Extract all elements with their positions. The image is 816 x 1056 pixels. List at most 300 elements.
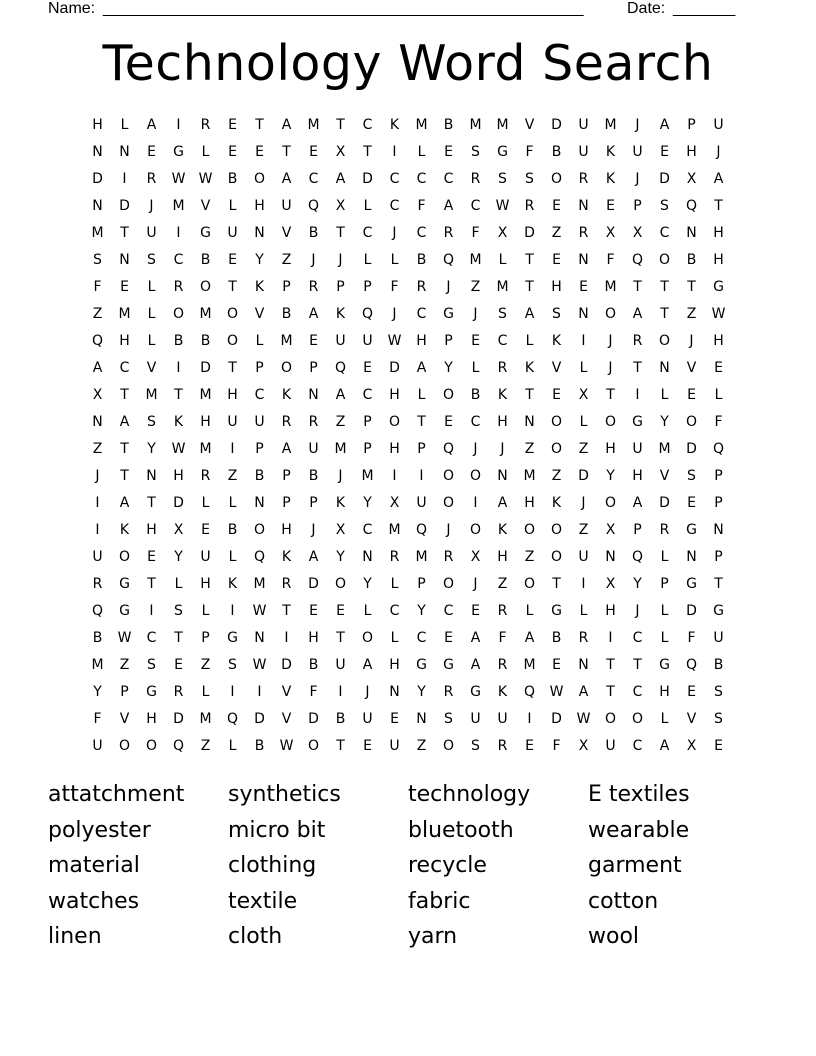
grid-letter[interactable]: O xyxy=(658,252,671,268)
grid-letter[interactable]: E xyxy=(687,684,696,700)
grid-letter[interactable]: A xyxy=(281,171,292,187)
grid-letter[interactable]: V xyxy=(551,360,562,376)
grid-letter[interactable]: U xyxy=(470,711,481,727)
grid-letter[interactable]: M xyxy=(415,117,428,133)
grid-letter[interactable]: D xyxy=(659,495,670,511)
grid-letter[interactable]: G xyxy=(119,576,130,592)
grid-letter[interactable]: K xyxy=(254,279,265,295)
grid-letter[interactable]: L xyxy=(255,333,264,349)
grid-letter[interactable]: Q xyxy=(523,684,536,700)
grid-letter[interactable]: R xyxy=(389,549,400,565)
grid-letter[interactable]: K xyxy=(524,360,535,376)
grid-letter[interactable]: O xyxy=(172,306,185,322)
grid-letter[interactable]: A xyxy=(416,360,427,376)
grid-letter[interactable]: N xyxy=(254,630,265,646)
grid-letter[interactable]: L xyxy=(660,630,669,646)
grid-letter[interactable]: E xyxy=(120,279,129,295)
grid-letter[interactable]: H xyxy=(659,684,670,700)
grid-letter[interactable]: N xyxy=(119,144,130,160)
grid-letter[interactable]: J xyxy=(338,252,343,268)
grid-letter[interactable]: R xyxy=(281,414,292,430)
grid-letter[interactable]: O xyxy=(523,576,536,592)
grid-letter[interactable]: K xyxy=(335,495,346,511)
grid-letter[interactable]: O xyxy=(550,171,563,187)
grid-letter[interactable]: V xyxy=(119,711,130,727)
grid-letter[interactable]: E xyxy=(444,144,453,160)
grid-letter[interactable]: H xyxy=(551,279,562,295)
grid-letter[interactable]: S xyxy=(147,657,156,673)
grid-letter[interactable]: M xyxy=(199,441,212,457)
grid-letter[interactable]: J xyxy=(716,144,721,160)
grid-letter[interactable]: E xyxy=(309,333,318,349)
grid-letter[interactable]: I xyxy=(230,603,235,619)
grid-letter[interactable]: O xyxy=(604,414,617,430)
grid-letter[interactable]: H xyxy=(92,117,103,133)
grid-letter[interactable]: U xyxy=(281,198,292,214)
grid-letter[interactable]: E xyxy=(714,738,723,754)
grid-letter[interactable]: N xyxy=(713,522,724,538)
grid-letter[interactable]: N xyxy=(578,198,589,214)
grid-letter[interactable]: L xyxy=(174,576,183,592)
grid-letter[interactable]: D xyxy=(686,603,697,619)
grid-letter[interactable]: I xyxy=(230,441,235,457)
grid-letter[interactable]: E xyxy=(579,279,588,295)
grid-letter[interactable]: S xyxy=(525,171,534,187)
grid-letter[interactable]: W xyxy=(198,171,213,187)
grid-letter[interactable]: V xyxy=(281,225,292,241)
grid-letter[interactable]: H xyxy=(119,333,130,349)
grid-letter[interactable]: U xyxy=(713,117,724,133)
grid-letter[interactable]: U xyxy=(92,549,103,565)
grid-letter[interactable]: M xyxy=(388,522,401,538)
grid-letter[interactable]: E xyxy=(471,333,480,349)
grid-letter[interactable]: W xyxy=(279,738,294,754)
grid-letter[interactable]: L xyxy=(498,252,507,268)
grid-letter[interactable]: P xyxy=(714,495,723,511)
grid-letter[interactable]: O xyxy=(199,279,212,295)
grid-letter[interactable]: L xyxy=(228,738,237,754)
grid-letter[interactable]: I xyxy=(176,360,181,376)
grid-letter[interactable]: A xyxy=(362,657,373,673)
grid-letter[interactable]: J xyxy=(392,306,397,322)
grid-letter[interactable]: B xyxy=(227,522,238,538)
grid-letter[interactable]: N xyxy=(686,549,697,565)
grid-letter[interactable]: P xyxy=(687,117,696,133)
grid-letter[interactable]: A xyxy=(335,387,346,403)
grid-letter[interactable]: X xyxy=(605,225,616,241)
grid-letter[interactable]: L xyxy=(147,306,156,322)
grid-letter[interactable]: K xyxy=(605,171,616,187)
grid-letter[interactable]: T xyxy=(120,468,129,484)
grid-letter[interactable]: R xyxy=(173,279,184,295)
grid-letter[interactable]: H xyxy=(389,387,400,403)
grid-letter[interactable]: J xyxy=(500,441,505,457)
grid-letter[interactable]: E xyxy=(309,603,318,619)
grid-letter[interactable]: N xyxy=(524,414,535,430)
grid-letter[interactable]: T xyxy=(606,684,615,700)
grid-letter[interactable]: C xyxy=(632,684,643,700)
grid-letter[interactable]: S xyxy=(228,657,237,673)
grid-letter[interactable]: I xyxy=(176,225,181,241)
grid-letter[interactable]: C xyxy=(470,414,481,430)
grid-letter[interactable]: Y xyxy=(417,684,426,700)
grid-letter[interactable]: P xyxy=(660,576,669,592)
grid-letter[interactable]: R xyxy=(578,171,589,187)
grid-letter[interactable]: E xyxy=(444,414,453,430)
grid-letter[interactable]: B xyxy=(254,738,265,754)
grid-letter[interactable]: C xyxy=(416,171,427,187)
grid-letter[interactable]: Y xyxy=(336,549,345,565)
grid-letter[interactable]: A xyxy=(578,684,589,700)
grid-letter[interactable]: O xyxy=(253,522,266,538)
grid-letter[interactable]: I xyxy=(608,630,613,646)
grid-letter[interactable]: R xyxy=(308,414,319,430)
grid-letter[interactable]: O xyxy=(658,333,671,349)
grid-letter[interactable]: O xyxy=(442,576,455,592)
grid-letter[interactable]: R xyxy=(497,603,508,619)
grid-letter[interactable]: H xyxy=(713,225,724,241)
grid-letter[interactable]: Z xyxy=(416,738,427,754)
grid-letter[interactable]: J xyxy=(446,279,451,295)
grid-letter[interactable]: H xyxy=(173,468,184,484)
grid-letter[interactable]: R xyxy=(443,549,454,565)
grid-letter[interactable]: Z xyxy=(335,414,346,430)
grid-letter[interactable]: B xyxy=(308,657,319,673)
grid-letter[interactable]: H xyxy=(416,333,427,349)
grid-letter[interactable]: C xyxy=(497,333,508,349)
grid-letter[interactable]: H xyxy=(389,441,400,457)
grid-letter[interactable]: S xyxy=(714,684,723,700)
grid-letter[interactable]: O xyxy=(307,738,320,754)
grid-letter[interactable]: I xyxy=(527,711,532,727)
grid-letter[interactable]: Z xyxy=(227,468,238,484)
grid-letter[interactable]: X xyxy=(470,549,481,565)
grid-letter[interactable]: L xyxy=(525,603,534,619)
grid-letter[interactable]: A xyxy=(119,495,130,511)
grid-letter[interactable]: O xyxy=(334,576,347,592)
grid-letter[interactable]: T xyxy=(525,252,534,268)
grid-letter[interactable]: H xyxy=(254,198,265,214)
grid-letter[interactable]: L xyxy=(201,684,210,700)
grid-letter[interactable]: H xyxy=(497,414,508,430)
grid-letter[interactable]: M xyxy=(199,711,212,727)
grid-letter[interactable]: S xyxy=(444,711,453,727)
grid-letter[interactable]: A xyxy=(524,306,535,322)
grid-letter[interactable]: I xyxy=(257,684,262,700)
grid-letter[interactable]: Y xyxy=(255,252,264,268)
grid-letter[interactable]: Y xyxy=(93,684,102,700)
grid-letter[interactable]: D xyxy=(200,360,211,376)
grid-letter[interactable]: B xyxy=(308,225,319,241)
grid-letter[interactable]: U xyxy=(146,225,157,241)
grid-letter[interactable]: C xyxy=(632,630,643,646)
grid-letter[interactable]: D xyxy=(389,360,400,376)
grid-letter[interactable]: I xyxy=(473,495,478,511)
grid-letter[interactable]: C xyxy=(416,225,427,241)
grid-letter[interactable]: E xyxy=(471,603,480,619)
grid-letter[interactable]: A xyxy=(659,117,670,133)
grid-letter[interactable]: S xyxy=(147,414,156,430)
grid-letter[interactable]: Q xyxy=(712,441,725,457)
grid-letter[interactable]: X xyxy=(605,576,616,592)
grid-letter[interactable]: T xyxy=(336,630,345,646)
grid-letter[interactable]: X xyxy=(497,225,508,241)
grid-letter[interactable]: E xyxy=(147,144,156,160)
grid-letter[interactable]: Y xyxy=(174,549,183,565)
grid-letter[interactable]: B xyxy=(416,252,427,268)
grid-letter[interactable]: Z xyxy=(200,738,211,754)
grid-letter[interactable]: U xyxy=(389,738,400,754)
grid-letter[interactable]: E xyxy=(390,711,399,727)
grid-letter[interactable]: U xyxy=(578,117,589,133)
grid-letter[interactable]: C xyxy=(389,603,400,619)
grid-letter[interactable]: J xyxy=(689,333,694,349)
grid-letter[interactable]: H xyxy=(605,603,616,619)
grid-letter[interactable]: T xyxy=(525,387,534,403)
grid-letter[interactable]: L xyxy=(363,198,372,214)
grid-letter[interactable]: U xyxy=(578,549,589,565)
grid-letter[interactable]: N xyxy=(254,495,265,511)
grid-letter[interactable]: I xyxy=(122,171,127,187)
grid-letter[interactable]: U xyxy=(227,225,238,241)
grid-letter[interactable]: G xyxy=(173,144,184,160)
grid-letter[interactable]: W xyxy=(117,630,132,646)
grid-letter[interactable]: B xyxy=(443,117,454,133)
grid-letter[interactable]: B xyxy=(551,144,562,160)
grid-letter[interactable]: I xyxy=(635,387,640,403)
grid-letter[interactable]: A xyxy=(92,360,103,376)
grid-letter[interactable]: Y xyxy=(606,468,615,484)
grid-letter[interactable]: D xyxy=(281,657,292,673)
grid-letter[interactable]: A xyxy=(443,198,454,214)
grid-letter[interactable]: M xyxy=(199,387,212,403)
grid-letter[interactable]: Q xyxy=(442,441,455,457)
grid-letter[interactable]: B xyxy=(173,333,184,349)
grid-letter[interactable]: Q xyxy=(253,549,266,565)
grid-letter[interactable]: M xyxy=(280,333,293,349)
grid-letter[interactable]: I xyxy=(392,144,397,160)
grid-letter[interactable]: T xyxy=(147,495,156,511)
grid-letter[interactable]: G xyxy=(416,657,427,673)
grid-letter[interactable]: Z xyxy=(578,441,589,457)
grid-letter[interactable]: G xyxy=(470,684,481,700)
grid-letter[interactable]: L xyxy=(471,360,480,376)
grid-letter[interactable]: E xyxy=(444,630,453,646)
grid-letter[interactable]: E xyxy=(525,738,534,754)
grid-letter[interactable]: Q xyxy=(685,657,698,673)
grid-letter[interactable]: O xyxy=(442,738,455,754)
grid-letter[interactable]: J xyxy=(338,468,343,484)
grid-letter[interactable]: H xyxy=(146,711,157,727)
grid-letter[interactable]: E xyxy=(552,657,561,673)
grid-letter[interactable]: U xyxy=(227,414,238,430)
grid-letter[interactable]: L xyxy=(525,333,534,349)
grid-letter[interactable]: L xyxy=(228,495,237,511)
grid-letter[interactable]: T xyxy=(714,576,723,592)
grid-letter[interactable]: O xyxy=(118,549,131,565)
grid-letter[interactable]: L xyxy=(147,333,156,349)
grid-letter[interactable]: E xyxy=(363,360,372,376)
grid-letter[interactable]: L xyxy=(201,495,210,511)
grid-letter[interactable]: M xyxy=(415,549,428,565)
grid-letter[interactable]: S xyxy=(687,468,696,484)
grid-letter[interactable]: P xyxy=(255,360,264,376)
grid-letter[interactable]: H xyxy=(686,144,697,160)
grid-letter[interactable]: P xyxy=(282,468,291,484)
grid-letter[interactable]: D xyxy=(686,441,697,457)
grid-letter[interactable]: U xyxy=(308,441,319,457)
grid-letter[interactable]: M xyxy=(604,279,617,295)
grid-letter[interactable]: Y xyxy=(363,495,372,511)
grid-letter[interactable]: M xyxy=(172,198,185,214)
grid-letter[interactable]: E xyxy=(687,387,696,403)
grid-letter[interactable]: U xyxy=(362,711,373,727)
grid-letter[interactable]: K xyxy=(605,144,616,160)
grid-letter[interactable]: O xyxy=(469,522,482,538)
grid-letter[interactable]: R xyxy=(578,630,589,646)
grid-letter[interactable]: I xyxy=(95,495,100,511)
grid-letter[interactable]: U xyxy=(254,414,265,430)
grid-letter[interactable]: D xyxy=(524,225,535,241)
grid-letter[interactable]: L xyxy=(363,252,372,268)
grid-letter[interactable]: Q xyxy=(361,306,374,322)
grid-letter[interactable]: H xyxy=(605,441,616,457)
grid-letter[interactable]: P xyxy=(633,198,642,214)
grid-letter[interactable]: Q xyxy=(226,711,239,727)
grid-letter[interactable]: H xyxy=(281,522,292,538)
grid-letter[interactable]: X xyxy=(335,522,346,538)
grid-letter[interactable]: T xyxy=(660,279,669,295)
grid-letter[interactable]: T xyxy=(174,387,183,403)
grid-letter[interactable]: Q xyxy=(172,738,185,754)
grid-letter[interactable]: K xyxy=(173,414,184,430)
grid-letter[interactable]: J xyxy=(311,252,316,268)
grid-letter[interactable]: Q xyxy=(685,198,698,214)
grid-letter[interactable]: A xyxy=(335,171,346,187)
grid-letter[interactable]: O xyxy=(253,171,266,187)
grid-letter[interactable]: P xyxy=(714,468,723,484)
grid-letter[interactable]: A xyxy=(119,414,130,430)
grid-letter[interactable]: Q xyxy=(91,333,104,349)
grid-letter[interactable]: R xyxy=(200,468,211,484)
grid-letter[interactable]: J xyxy=(446,522,451,538)
grid-letter[interactable]: T xyxy=(120,387,129,403)
name-field[interactable]: ______________________________________________________ xyxy=(103,0,584,17)
grid-letter[interactable]: T xyxy=(147,576,156,592)
grid-letter[interactable]: T xyxy=(336,738,345,754)
grid-letter[interactable]: B xyxy=(281,306,292,322)
grid-letter[interactable]: P xyxy=(417,441,426,457)
grid-letter[interactable]: M xyxy=(118,306,131,322)
grid-letter[interactable]: R xyxy=(470,171,481,187)
grid-letter[interactable]: P xyxy=(714,549,723,565)
grid-letter[interactable]: H xyxy=(713,252,724,268)
grid-letter[interactable]: A xyxy=(497,495,508,511)
grid-letter[interactable]: F xyxy=(606,252,615,268)
grid-letter[interactable]: Z xyxy=(281,252,292,268)
grid-letter[interactable]: N xyxy=(578,252,589,268)
grid-letter[interactable]: T xyxy=(120,441,129,457)
grid-letter[interactable]: L xyxy=(714,387,723,403)
grid-letter[interactable]: V xyxy=(524,117,535,133)
grid-letter[interactable]: H xyxy=(200,414,211,430)
grid-letter[interactable]: Q xyxy=(307,198,320,214)
grid-letter[interactable]: N xyxy=(308,387,319,403)
grid-letter[interactable]: B xyxy=(92,630,103,646)
grid-letter[interactable]: X xyxy=(335,144,346,160)
grid-letter[interactable]: E xyxy=(714,360,723,376)
grid-letter[interactable]: C xyxy=(254,387,265,403)
grid-letter[interactable]: Q xyxy=(631,549,644,565)
grid-letter[interactable]: P xyxy=(336,279,345,295)
grid-letter[interactable]: R xyxy=(146,171,157,187)
grid-letter[interactable]: K xyxy=(227,576,238,592)
grid-letter[interactable]: K xyxy=(551,495,562,511)
grid-letter[interactable]: U xyxy=(200,549,211,565)
grid-letter[interactable]: Z xyxy=(551,468,562,484)
grid-letter[interactable]: B xyxy=(308,468,319,484)
grid-letter[interactable]: G xyxy=(659,657,670,673)
grid-letter[interactable]: J xyxy=(365,684,370,700)
grid-letter[interactable]: W xyxy=(171,441,186,457)
grid-letter[interactable]: A xyxy=(659,738,670,754)
grid-letter[interactable]: Z xyxy=(92,441,103,457)
grid-letter[interactable]: A xyxy=(524,630,535,646)
grid-letter[interactable]: P xyxy=(309,495,318,511)
grid-letter[interactable]: P xyxy=(201,630,210,646)
grid-letter[interactable]: N xyxy=(362,549,373,565)
grid-letter[interactable]: S xyxy=(498,306,507,322)
grid-letter[interactable]: Y xyxy=(444,360,453,376)
grid-letter[interactable]: U xyxy=(92,738,103,754)
grid-letter[interactable]: Z xyxy=(686,306,697,322)
grid-letter[interactable]: L xyxy=(390,576,399,592)
grid-letter[interactable]: J xyxy=(473,576,478,592)
grid-letter[interactable]: D xyxy=(551,711,562,727)
grid-letter[interactable]: J xyxy=(608,360,613,376)
grid-letter[interactable]: L xyxy=(120,117,129,133)
grid-letter[interactable]: E xyxy=(606,198,615,214)
grid-letter[interactable]: Q xyxy=(442,252,455,268)
grid-letter[interactable]: Q xyxy=(415,522,428,538)
grid-letter[interactable]: I xyxy=(176,117,181,133)
grid-letter[interactable]: R xyxy=(443,684,454,700)
grid-letter[interactable]: U xyxy=(713,630,724,646)
grid-letter[interactable]: G xyxy=(200,225,211,241)
grid-letter[interactable]: D xyxy=(362,171,373,187)
grid-letter[interactable]: C xyxy=(362,117,373,133)
grid-letter[interactable]: J xyxy=(608,333,613,349)
grid-letter[interactable]: I xyxy=(230,684,235,700)
grid-letter[interactable]: J xyxy=(95,468,100,484)
grid-letter[interactable]: J xyxy=(635,171,640,187)
grid-letter[interactable]: K xyxy=(497,387,508,403)
grid-letter[interactable]: O xyxy=(550,522,563,538)
grid-letter[interactable]: C xyxy=(119,360,130,376)
grid-letter[interactable]: L xyxy=(660,387,669,403)
grid-letter[interactable]: L xyxy=(660,603,669,619)
grid-letter[interactable]: N xyxy=(686,225,697,241)
grid-letter[interactable]: D xyxy=(119,198,130,214)
grid-letter[interactable]: X xyxy=(632,225,643,241)
grid-letter[interactable]: U xyxy=(578,144,589,160)
grid-letter[interactable]: U xyxy=(632,441,643,457)
grid-letter[interactable]: J xyxy=(635,117,640,133)
grid-letter[interactable]: I xyxy=(419,468,424,484)
grid-letter[interactable]: V xyxy=(200,198,211,214)
grid-letter[interactable]: P xyxy=(282,279,291,295)
grid-letter[interactable]: D xyxy=(92,171,103,187)
